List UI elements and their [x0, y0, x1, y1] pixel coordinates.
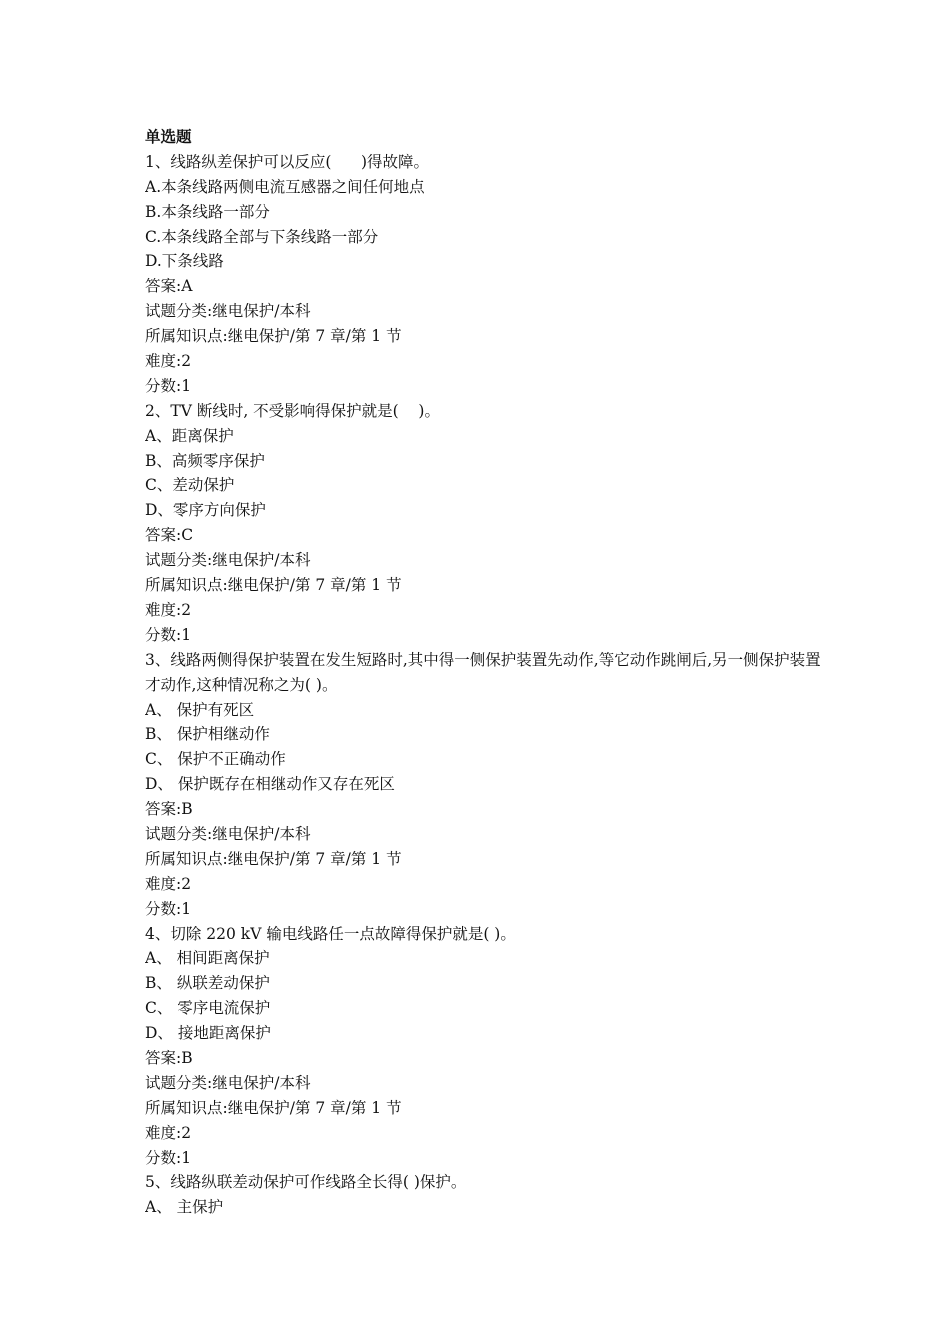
question-5-option-a: A、 主保护 — [145, 1198, 224, 1217]
question-4-score: 分数:1 — [145, 1148, 192, 1167]
question-3-stem: 3、线路两侧得保护装置在发生短路时,其中得一侧保护装置先动作,等它动作跳闸后,另一侧保护装置才动作,这种情况称之为( )。 — [145, 650, 821, 694]
question-5-stem: 5、线路纵联差动保护可作线路全长得( )保护。 — [145, 1173, 467, 1192]
question-2-category: 试题分类:继电保护/本科 — [145, 551, 311, 570]
question-2-option-b: B、高频零序保护 — [145, 451, 265, 470]
question-3-answer: 答案:B — [145, 800, 193, 819]
question-1-stem: 1、线路纵差保护可以反应( )得故障。 — [145, 152, 430, 171]
document-body — [145, 125, 825, 1220]
question-1-option-b: B.本条线路一部分 — [145, 202, 270, 221]
question-1-option-a: A.本条线路两侧电流互感器之间任何地点 — [145, 177, 425, 196]
question-4-option-d: D、 接地距离保护 — [145, 1024, 271, 1043]
question-2-knowledge: 所属知识点:继电保护/第 7 章/第 1 节 — [145, 576, 402, 595]
question-3-knowledge: 所属知识点:继电保护/第 7 章/第 1 节 — [145, 849, 402, 868]
question-1-score: 分数:1 — [145, 376, 192, 395]
question-3-difficulty: 难度:2 — [145, 874, 192, 893]
question-3-option-d: D、 保护既存在相继动作又存在死区 — [145, 775, 395, 794]
question-4-difficulty: 难度:2 — [145, 1123, 192, 1142]
question-4-option-c: C、 零序电流保护 — [145, 999, 271, 1018]
question-4-knowledge: 所属知识点:继电保护/第 7 章/第 1 节 — [145, 1098, 402, 1117]
question-4-answer: 答案:B — [145, 1048, 193, 1067]
question-3-category: 试题分类:继电保护/本科 — [145, 824, 311, 843]
question-4-option-b: B、 纵联差动保护 — [145, 974, 270, 993]
question-3-score: 分数:1 — [145, 899, 192, 918]
question-1-option-c: C.本条线路全部与下条线路一部分 — [145, 227, 379, 246]
question-1-difficulty: 难度:2 — [145, 352, 192, 371]
question-3-option-c: C、 保护不正确动作 — [145, 750, 286, 769]
question-2-score: 分数:1 — [145, 625, 192, 644]
question-2-answer: 答案:C — [145, 526, 194, 545]
question-1-option-d: D.下条线路 — [145, 252, 224, 271]
question-2-difficulty: 难度:2 — [145, 600, 192, 619]
question-2-option-c: C、差动保护 — [145, 476, 235, 495]
question-3-option-a: A、 保护有死区 — [145, 700, 255, 719]
question-4-option-a: A、 相间距离保护 — [145, 949, 270, 968]
question-1-knowledge: 所属知识点:继电保护/第 7 章/第 1 节 — [145, 327, 402, 346]
question-3-option-b: B、 保护相继动作 — [145, 725, 270, 744]
question-4-category: 试题分类:继电保护/本科 — [145, 1073, 311, 1092]
question-4-stem: 4、切除 220 kV 输电线路任一点故障得保护就是( )。 — [145, 924, 516, 943]
question-1-category: 试题分类:继电保护/本科 — [145, 302, 311, 321]
section-title: 单选题 — [145, 127, 192, 146]
question-2-option-d: D、零序方向保护 — [145, 501, 266, 520]
question-2-option-a: A、距离保护 — [145, 426, 234, 445]
question-1-answer: 答案:A — [145, 277, 193, 296]
question-2-stem: 2、TV 断线时, 不受影响得保护就是( )。 — [145, 401, 440, 420]
